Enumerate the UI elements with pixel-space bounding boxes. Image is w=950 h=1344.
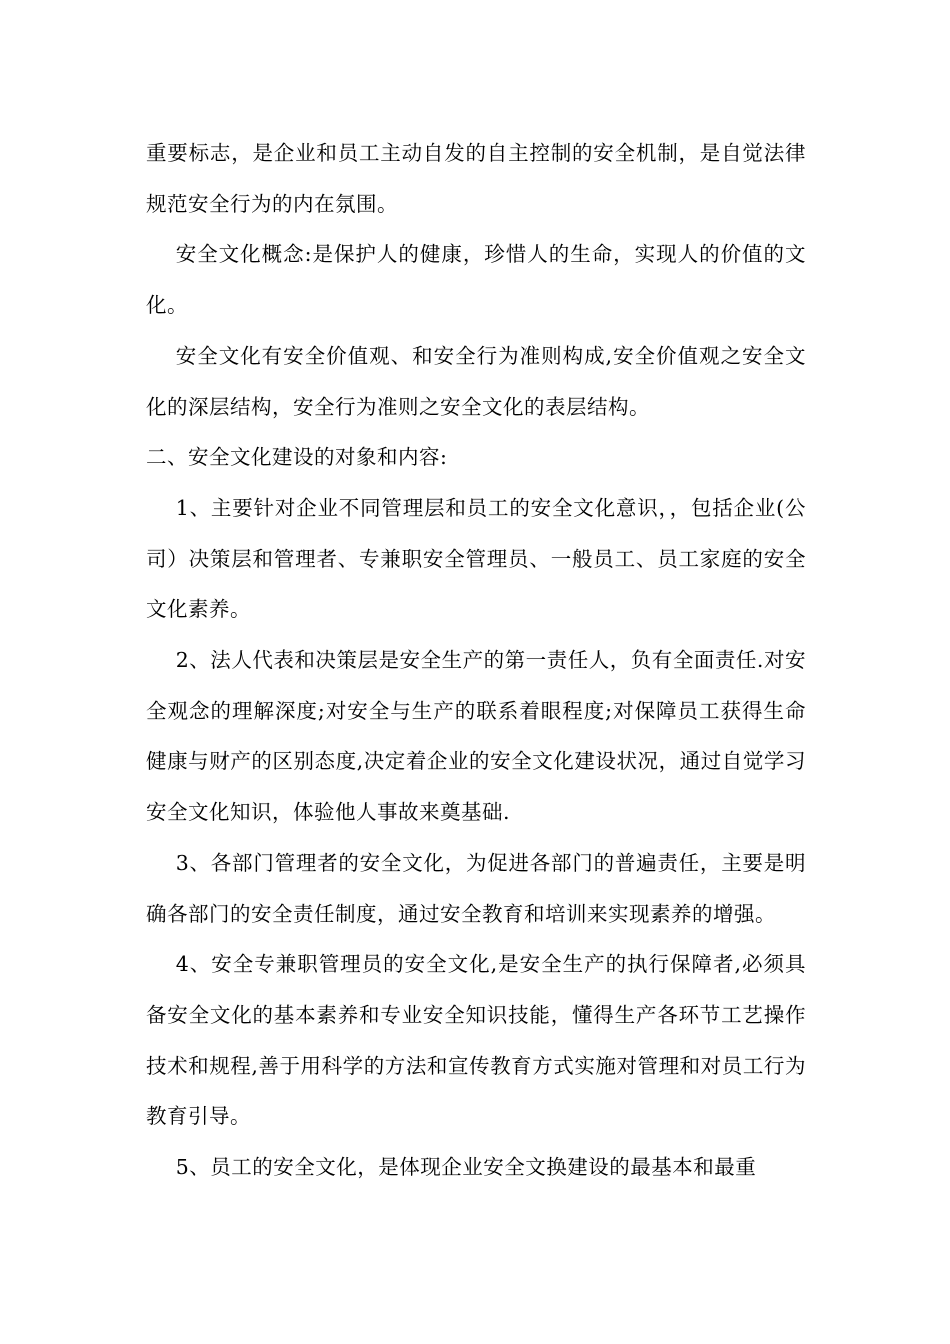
list-item-4: 4、安全专兼职管理员的安全文化,是安全生产的执行保障者,必须具备安全文化的基本素养和专业安全知识技能，懂得生产各环节工艺操作技术和规程,善于用科学的方法和宣传教育方式实施对管理和对员工行为教育引导。 bbox=[146, 952, 806, 1129]
body-text bbox=[146, 128, 806, 1193]
section-heading-objects-and-content: 二、安全文化建设的对象和内容: bbox=[146, 445, 448, 470]
list-item-3: 3、各部门管理者的安全文化，为促进各部门的普遍责任，主要是明确各部门的安全责任制度，通过安全教育和培训来实现素养的增强。 bbox=[146, 850, 806, 926]
paragraph-safety-culture-concept: 安全文化概念:是保护人的健康，珍惜人的生命，实现人的价值的文化。 bbox=[146, 242, 806, 318]
paragraph-safety-culture-structure: 安全文化有安全价值观、和安全行为准则构成,安全价值观之安全文化的深层结构，安全行为准则之安全文化的表层结构。 bbox=[146, 343, 806, 419]
list-item-1: 1、主要针对企业不同管理层和员工的安全文化意识，，包括企业(公司）决策层和管理者、专兼职安全管理员、一般员工、员工家庭的安全文化素养。 bbox=[146, 495, 806, 622]
list-item-2: 2、法人代表和决策层是安全生产的第一责任人，负有全面责任.对安全观念的理解深度;对安全与生产的联系着眼程度;对保障员工获得生命健康与财产的区别态度,决定着企业的安全文化建设状况，通过自觉学习安全文化知识，体验他人事故来奠基础. bbox=[146, 648, 806, 825]
paragraph-continuation: 重要标志，是企业和员工主动自发的自主控制的安全机制，是自觉法律规范安全行为的内在氛围。 bbox=[146, 141, 806, 216]
list-item-5: 5、员工的安全文化，是体现企业安全文换建设的最基本和最重 bbox=[175, 1155, 757, 1180]
